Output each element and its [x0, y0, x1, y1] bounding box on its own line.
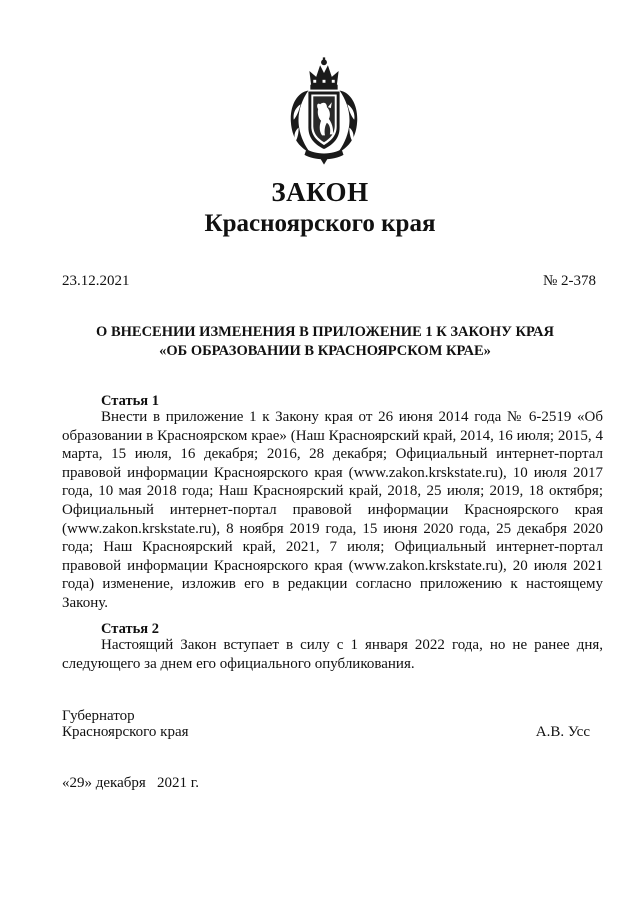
signatory-position-line-1: Губернатор — [62, 708, 135, 724]
document-type-heading: ЗАКОН — [271, 177, 369, 207]
article-1-heading: Статья 1 — [101, 393, 159, 409]
article-2-heading: Статья 2 — [101, 621, 159, 637]
signing-date: «29» декабря 2021 г. — [62, 775, 199, 791]
document-date: 23.12.2021 — [62, 273, 130, 289]
document-title-line-1: О ВНЕСЕНИИ ИЗМЕНЕНИЯ В ПРИЛОЖЕНИЕ 1 К ЗАКОНУ КРАЯ — [96, 324, 554, 340]
region-heading: Красноярского края — [204, 210, 436, 237]
document-number: № 2-378 — [542, 273, 596, 289]
signatory-name: А.В. Усс — [535, 724, 590, 740]
document-title-line-2: «ОБ ОБРАЗОВАНИИ В КРАСНОЯРСКОМ КРАЕ» — [159, 343, 491, 359]
krasnoyarsk-coat-of-arms-icon — [285, 56, 363, 168]
signatory-position-line-2: Красноярского края — [62, 724, 189, 740]
article-1-text: Внести в приложение 1 к Закону края от 26 июня 2014 года № 6-2519 «Об образовании в Красноярском крае» (Наш Красноярский край, 2014, 16 июля; 2015, 4 марта, 15 июля, 16 декабря; 2016, 28 декабря; Официальный интернет-портал правовой информации Красноярского края (www.zakon.krskstate.ru), 10 июля 2017 года, 10 мая 2018 года; Наш Красноярский край, 2018, 25 июля; 2019, 18 октября; Официальный интернет-портал правовой информации Красноярского края (www.zakon.krskstate.ru), 8 ноября 2019 года, 15 июня 2020 года, 25 декабря 2020 года; Наш Красноярский край, 2021, 7 июля; Официальный интернет-портал правовой информации Красноярского края (www.zakon.krskstate.ru), 20 июля 2021 года) изменение, изложив его в редакции согласно приложению к настоящему Закону. — [62, 409, 603, 611]
article-2-text: Настоящий Закон вступает в силу с 1 января 2022 года, но не ранее дня, следующего за днем его официального опубликования. — [62, 637, 603, 672]
document-title — [60, 323, 590, 361]
